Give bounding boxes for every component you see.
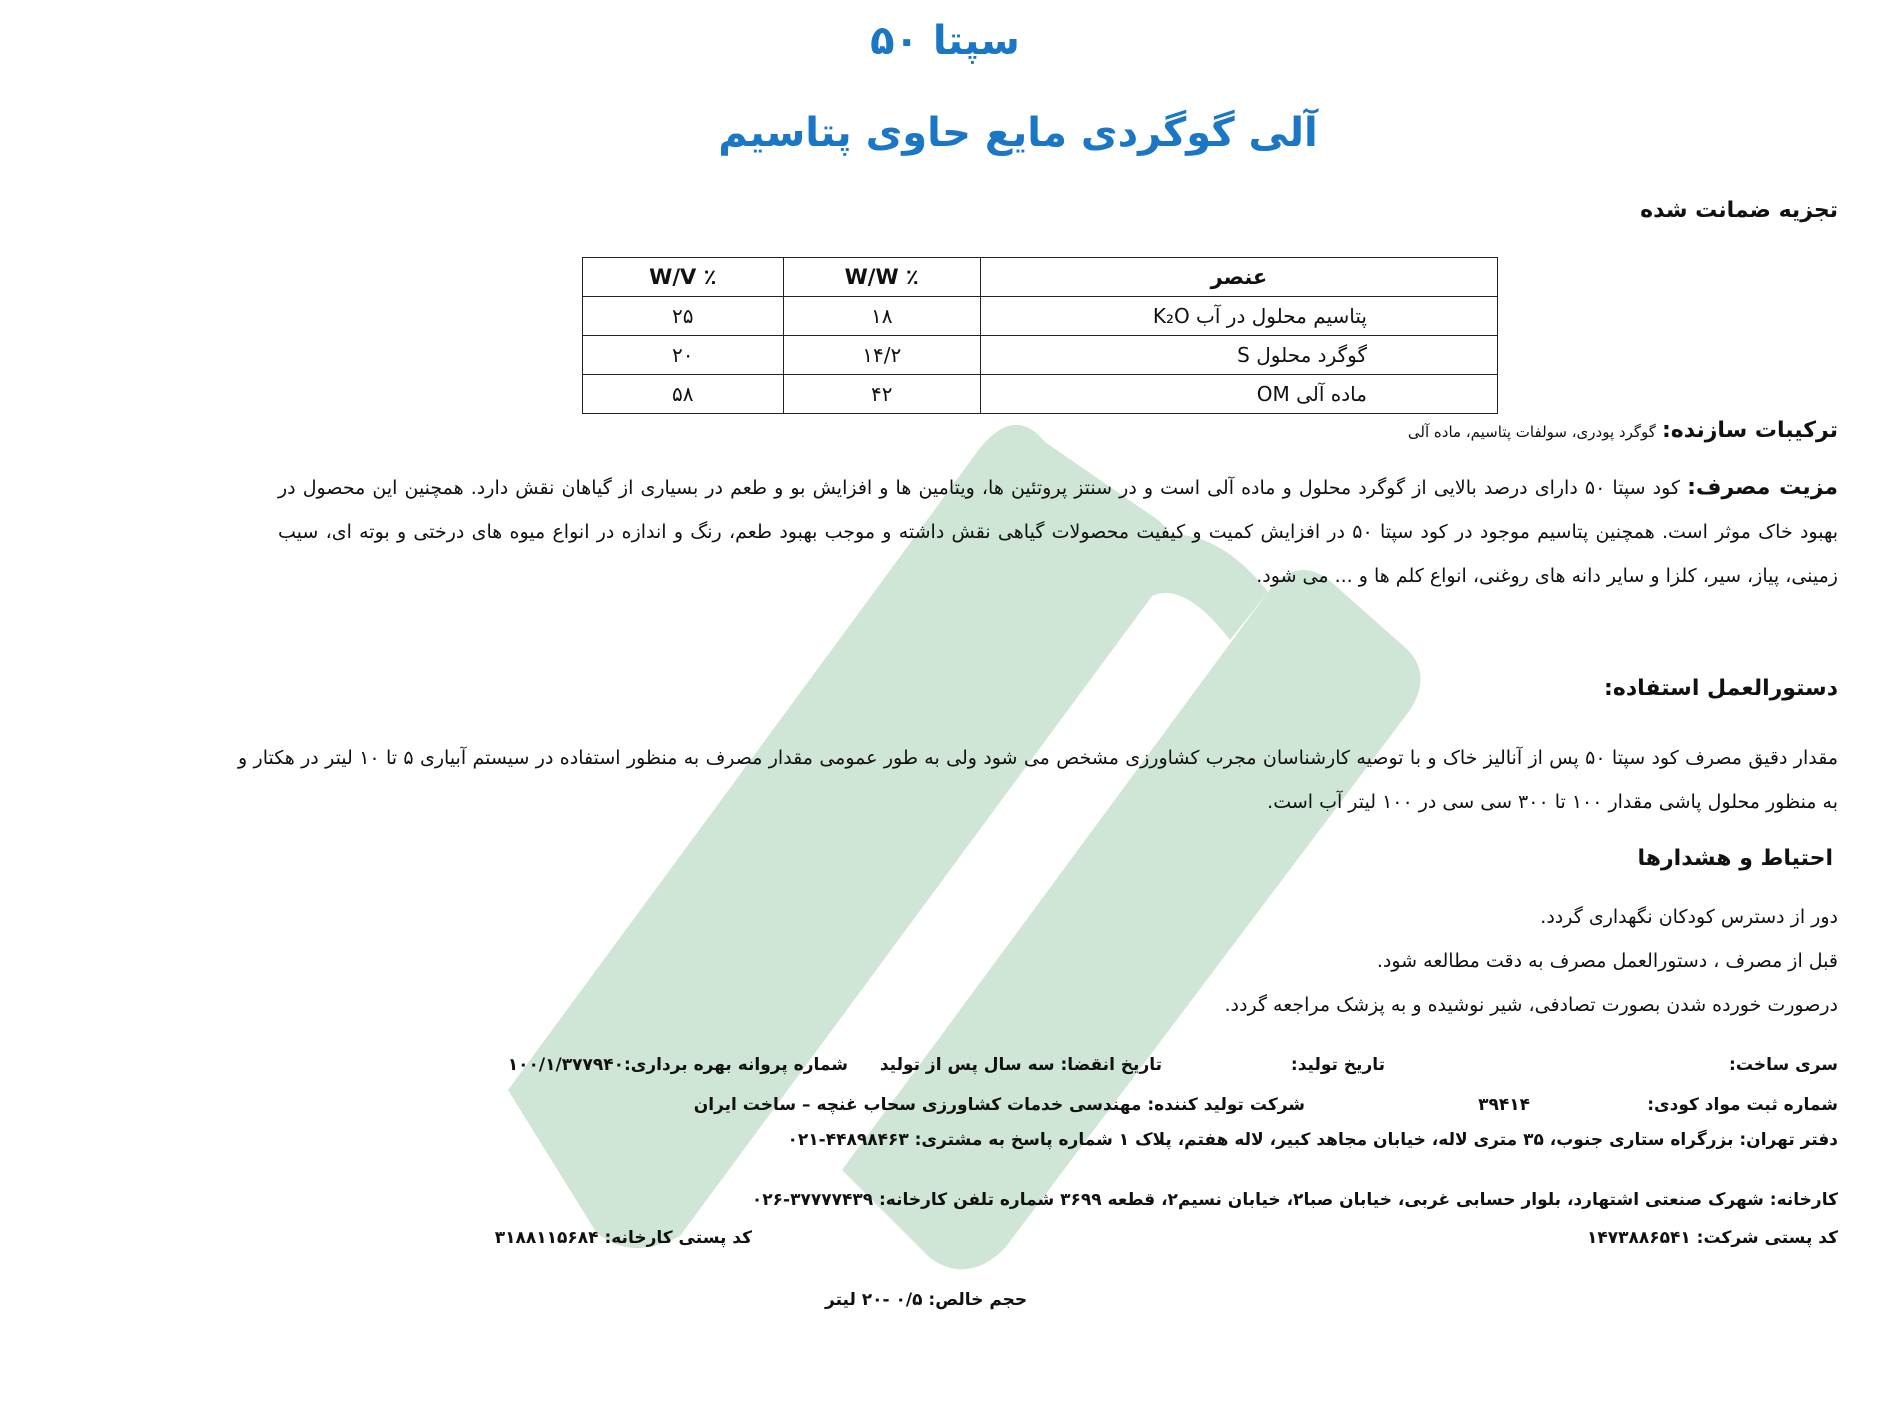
guaranteed-analysis-heading: تجزیه ضمانت شده: [1640, 198, 1838, 223]
value-wv: ۲۵: [583, 297, 784, 336]
net-volume: حجم خالص: ۰/۵ -۲۰ لیتر: [825, 1290, 1028, 1310]
warning-item: درصورت خورده شدن بصورت تصادفی، شیر نوشیده و به پزشک مراجعه گردد.: [1224, 994, 1838, 1016]
batch-label: سری ساخت:: [1729, 1055, 1838, 1075]
registration-number: ۳۹۴۱۴: [1478, 1095, 1530, 1115]
usage-paragraph: مقدار دقیق مصرف کود سپتا ۵۰ پس از آنالیز خاک و با توصیه کارشناسان مجرب کشاورزی مشخص می شود ولی به طور عمومی مقدار مصرف به منظور استفاده در سیستم آبیاری ۵ تا ۱۰ لیتر در هکتار و به منظور محلول پاشی مقدار ۱۰۰ تا ۳۰۰ سی سی در ۱۰۰ لیتر آب است.: [238, 747, 1839, 813]
table-row: [583, 375, 1498, 414]
usage-heading: دستورالعمل استفاده:: [1604, 676, 1838, 701]
warning-item: دور از دسترس کودکان نگهداری گردد.: [1540, 906, 1838, 928]
registration-label: شماره ثبت مواد کودی:: [1647, 1095, 1838, 1115]
manufacturer: شرکت تولید کننده: مهندسی خدمات کشاورزی سحاب غنچه – ساخت ایران: [693, 1095, 1305, 1115]
composition-label: ترکیبات سازنده:: [1661, 418, 1838, 443]
element-name: ماده آلی OM: [980, 375, 1497, 414]
column-header-ww: ٪ W/W: [783, 258, 980, 297]
product-subtitle: آلی گوگردی مایع حاوی پتاسیم: [718, 110, 1318, 156]
value-ww: ۱۸: [783, 297, 980, 336]
license-number: شماره پروانه بهره برداری:۱۰۰/۱/۳۷۷۹۴۰: [507, 1055, 848, 1075]
benefit-label: مزیت مصرف:: [1687, 475, 1838, 500]
factory-postal-code: کد پستی کارخانه: ۳۱۸۸۱۱۵۶۸۴: [494, 1228, 752, 1248]
value-wv: ۵۸: [583, 375, 784, 414]
table-row: [583, 297, 1498, 336]
element-name: پتاسیم محلول در آب K₂O: [980, 297, 1497, 336]
benefit-paragraph: [278, 466, 1838, 598]
expiry-date: تاریخ انقضا: سه سال پس از تولید: [879, 1055, 1162, 1075]
column-header-wv: ٪ W/V: [583, 258, 784, 297]
tehran-office-address: دفتر تهران: بزرگراه ستاری جنوب، ۳۵ متری لاله، خیابان مجاهد کبیر، لاله هفتم، پلاک ۱ شماره پاسخ به مشتری: ۴۴۸۹۸۴۶۳-۰۲۱: [787, 1130, 1838, 1150]
benefit-text: کود سپتا ۵۰ دارای درصد بالایی از گوگرد محلول و ماده آلی است و در سنتز پروتئین ها، ویتامین ها و افزایش بو و طعم در بسیاری از گیاهان نقش دارد. همچنین این محصول در بهبود خاک موثر است. همچنین پتاسیم موجود در کود سپتا ۵۰ در افزایش کمیت و کیفیت محصولات گیاهی نقش داشته و موجب بهبود طعم، رنگ و اندازه در انواع میوه های درختی و بوته ای، سیب زمینی، پیاز، سیر، کلزا و سایر دانه های روغنی، انواع کلم ها و ... می شود.: [278, 477, 1839, 587]
value-wv: ۲۰: [583, 336, 784, 375]
table-header-row: [583, 258, 1498, 297]
table-row: [583, 336, 1498, 375]
composition-line: [1408, 418, 1838, 443]
value-ww: ۱۴/۲: [783, 336, 980, 375]
factory-address: کارخانه: شهرک صنعتی اشتهارد، بلوار حسابی غربی، خیابان صبا۲، خیابان نسیم۲، قطعه ۳۶۹۹ شماره تلفن کارخانه: ۳۷۷۷۷۴۳۹-۰۲۶: [751, 1190, 1838, 1210]
company-postal-code: کد پستی شرکت: ۱۴۷۳۸۸۶۵۴۱: [1586, 1228, 1838, 1248]
composition-text: گوگرد پودری، سولفات پتاسیم، ماده آلی: [1407, 423, 1656, 441]
element-name: گوگرد محلول S: [980, 336, 1497, 375]
warnings-heading: احتیاط و هشدارها: [1637, 846, 1833, 871]
value-ww: ۴۲: [783, 375, 980, 414]
column-header-element: عنصر: [980, 258, 1497, 297]
warning-item: قبل از مصرف ، دستورالعمل مصرف به دقت مطالعه شود.: [1376, 950, 1838, 972]
production-date: تاریخ تولید:: [1290, 1055, 1385, 1075]
guaranteed-analysis-table: [582, 257, 1498, 414]
product-title: سپتا ۵۰: [870, 18, 1020, 64]
